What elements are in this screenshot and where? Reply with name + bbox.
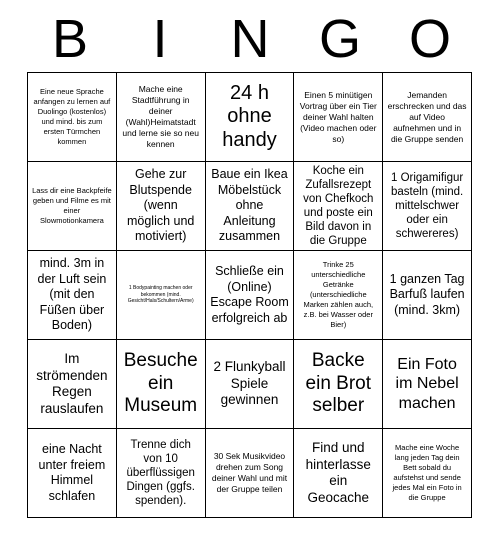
cell-text: Trinke 25 unterschiedliche Getränke (unterschiedliche Marken zählen auch, z.B. bei Wasser oder Bier) (303, 260, 374, 329)
bingo-grid (27, 72, 472, 518)
bingo-cell[interactable] (117, 251, 206, 340)
bingo-cell[interactable] (28, 73, 117, 162)
cell-text: 1 ganzen Tag Barfuß laufen (mind. 3km) (389, 271, 465, 317)
bingo-cell[interactable] (117, 73, 206, 162)
title-letter-b: B (51, 9, 89, 69)
bingo-cell[interactable] (383, 73, 472, 162)
bingo-cell[interactable] (28, 429, 117, 518)
cell-text: Find und hinterlasse ein Geocache (305, 440, 371, 505)
cell-text: 1 Origamifigur basteln (mind. mittelschwer oder ein schwereres) (390, 172, 464, 240)
bingo-title (25, 8, 475, 70)
bingo-cell[interactable] (206, 429, 295, 518)
bingo-cell[interactable] (294, 429, 383, 518)
bingo-cell[interactable] (117, 429, 206, 518)
cell-text: Mache eine Stadtführung in deiner (Wahl)Heimatstadt und lerne sie so neu kennen (122, 84, 199, 149)
cell-text: Backe ein Brot selber (305, 350, 372, 417)
cell-text: Mache eine Woche lang jeden Tag dein Bett sobald du aufstehst und sende jedes Mal ein Foto in die Gruppe (392, 443, 462, 502)
bingo-cell[interactable] (117, 162, 206, 251)
cell-text: Ein Foto im Nebel machen (395, 355, 459, 412)
cell-text: Eine neue Sprache anfangen zu lernen auf Duolingo (kostenlos) und mind. bis zum ersten Türmchen kommen (33, 87, 111, 146)
cell-text: Koche ein Zufallsrezept von Chefkoch und poste ein Bild davon in die Gruppe (303, 165, 374, 247)
bingo-cell[interactable] (383, 340, 472, 429)
cell-text: 30 Sek Musikvideo drehen zum Song deiner Wahl und mit der Gruppe teilen (211, 451, 288, 494)
bingo-cell[interactable] (383, 251, 472, 340)
cell-text: Schließe ein (Online) Escape Room erfolgreich ab (210, 264, 289, 325)
bingo-cell[interactable] (28, 340, 117, 429)
bingo-cell[interactable] (383, 162, 472, 251)
bingo-cell[interactable] (28, 251, 117, 340)
cell-text: Jemanden erschrecken und das auf Video aufnehmen und in die Gruppe senden (387, 89, 467, 144)
bingo-cell[interactable] (206, 251, 295, 340)
bingo-cell[interactable] (294, 162, 383, 251)
bingo-cell[interactable] (294, 73, 383, 162)
cell-text: Einen 5 minütigen Vortrag über ein Tier deiner Wahl halten (Video machen oder so) (299, 89, 377, 144)
title-letter-g: G (318, 9, 361, 69)
cell-text: eine Nacht unter freiem Himmel schlafen (38, 442, 106, 503)
bingo-cell[interactable] (28, 162, 117, 251)
bingo-cell[interactable] (206, 340, 295, 429)
cell-text: Besuche ein Museum (123, 350, 198, 417)
cell-text: mind. 3m in der Luft sein (mit den Füßen über Boden) (37, 256, 107, 333)
cell-text: 24 h ohne handy (222, 81, 277, 151)
title-letter-o: O (408, 9, 451, 69)
cell-text: Trenne dich von 10 überflüssigen Dingen (ggfs. spenden). (126, 439, 195, 507)
title-letter-i: I (152, 9, 168, 69)
bingo-cell[interactable] (206, 73, 295, 162)
bingo-cell[interactable] (294, 340, 383, 429)
cell-text: Baue ein Ikea Möbelstück ohne Anleitung zusammen (211, 167, 288, 244)
cell-text: 1 Bodypainting machen oder bekommen (mind. Gesicht/Hals/Schultern/Arme) (127, 285, 194, 305)
bingo-cell[interactable] (117, 340, 206, 429)
bingo-cell[interactable] (383, 429, 472, 518)
cell-text: 2 Flunkyball Spiele gewinnen (213, 359, 286, 408)
cell-text: Lass dir eine Backpfeife geben und Filme es mit einer Slowmotionkamera (32, 186, 112, 225)
cell-text: Im strömenden Regen rauslaufen (36, 351, 108, 416)
bingo-cell[interactable] (294, 251, 383, 340)
bingo-cell[interactable] (206, 162, 295, 251)
cell-text: Gehe zur Blutspende (wenn möglich und motiviert) (126, 167, 195, 244)
title-letter-n: N (230, 9, 270, 69)
